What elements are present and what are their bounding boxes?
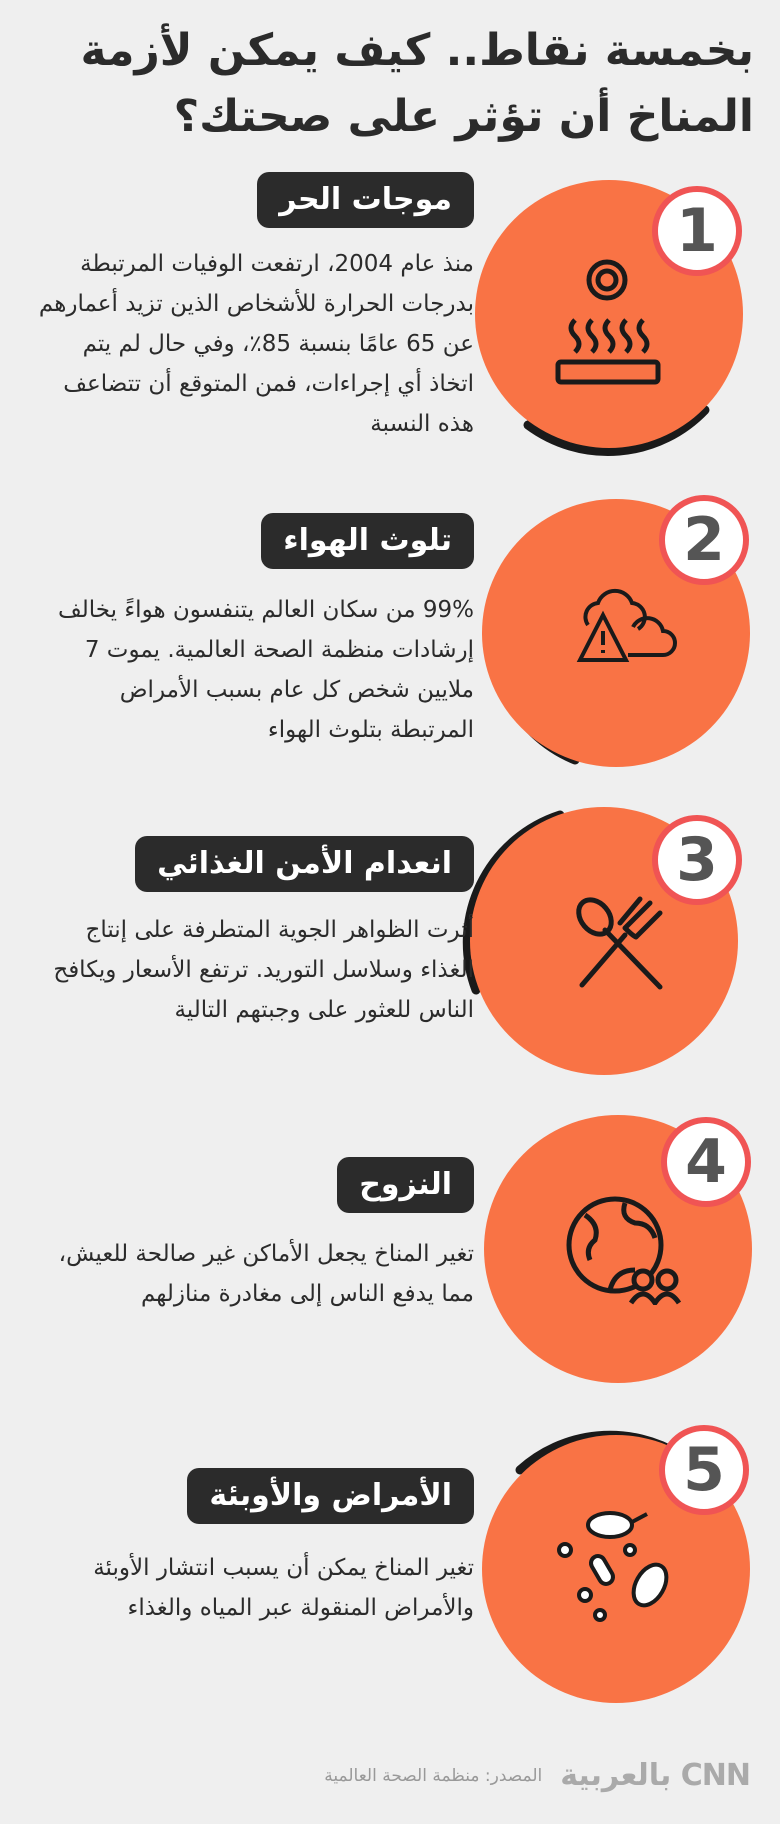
footer [324,1758,750,1793]
topic-description: تغير المناخ يجعل الأماكن غير صالحة للعيش، مما يدفع الناس إلى مغادرة منازلهم [58,1241,474,1307]
topic-description: تغير المناخ يمكن أن يسبب انتشار الأوبئة والأمراض المنقولة عبر المياه والغذاء [93,1555,474,1621]
number-badge: 2 [659,495,749,585]
cnn-arabic-logo: CNN بالعربية [560,1758,750,1793]
number-badge: 4 [661,1117,751,1207]
source-text: المصدر: منظمة الصحة العالمية [324,1765,543,1786]
title-line-1: بخمسة نقاط.. كيف يمكن لأزمة [80,25,754,76]
topic-description: أثرت الظواهر الجوية المتطرفة على إنتاج الغذاء وسلاسل التوريد. ترتفع الأسعار ويكافح الناس للعثور على وجبتهم التالية [53,917,474,1023]
topic-label: الأمراض والأوبئة [187,1468,474,1524]
topic-label: النزوح [337,1157,474,1213]
number-badge: 3 [652,815,742,905]
bacteria-icon [555,1500,685,1630]
number-badge: 5 [659,1425,749,1515]
number-badge: 1 [652,186,742,276]
topic-label: تلوث الهواء [261,513,474,569]
topic-description: منذ عام 2004، ارتفعت الوفيات المرتبطة بدرجات الحرارة للأشخاص الذين تزيد أعمارهم عن 65 عامًا بنسبة 85٪، وفي حال لم يتم اتخاذ أي إجراءات، فمن المتوقع أن تتضاعف هذه النسبة [38,251,474,437]
topic-label: انعدام الأمن الغذائي [135,836,474,892]
title-line-2: المناخ أن تؤثر على صحتك؟ [173,91,754,142]
topic-description: 99% من سكان العالم يتنفسون هواءً يخالف إرشادات منظمة الصحة العالمية. يموت 7 ملايين شخص كل عام بسبب الأمراض المرتبطة بتلوث الهواء [57,597,474,743]
topic-label: موجات الحر [257,172,474,228]
